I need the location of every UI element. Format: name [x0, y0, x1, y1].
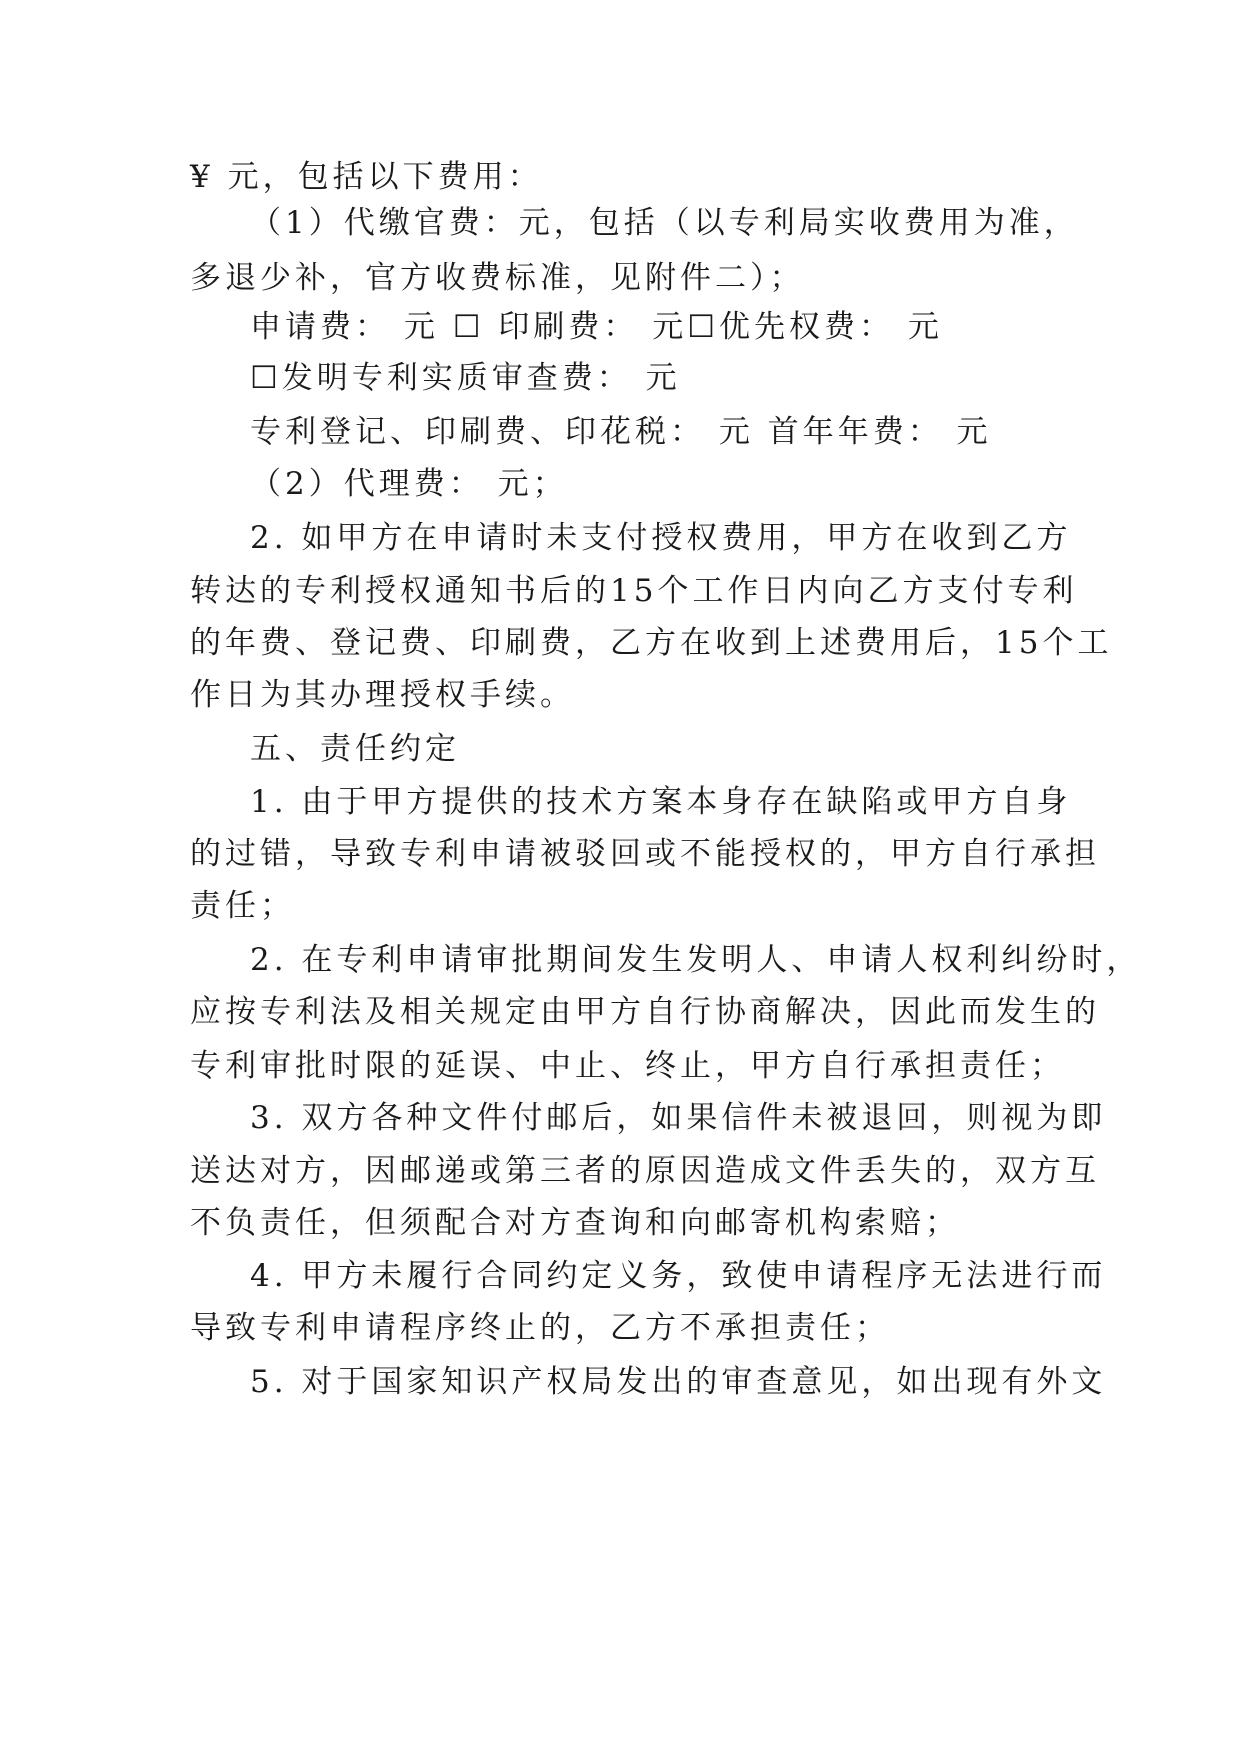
text-line: 专利登记、印刷费、印花税： 元 首年年费： 元	[250, 414, 992, 450]
text-line: 责任；	[190, 888, 295, 924]
text-line: 的过错，导致专利申请被驳回或不能授权的，甲方自行承担	[190, 836, 1100, 872]
text-line: 送达对方，因邮递或第三者的原因造成文件丢失的，双方互	[190, 1153, 1100, 1189]
text-line: ¥ 元，包括以下费用：	[190, 159, 543, 195]
text-line: 2. 在专利申请审批期间发生发明人、申请人权利纠纷时，	[250, 942, 1142, 978]
text-line: 专利审批时限的延误、中止、终止，甲方自行承担责任；	[190, 1048, 1065, 1084]
text-line: （2）代理费： 元；	[250, 466, 568, 502]
text-line: 申请费： 元 ☐ 印刷费： 元☐优先权费： 元	[250, 309, 943, 345]
text-line: 的年费、登记费、印刷费，乙方在收到上述费用后，15个工	[190, 625, 1113, 661]
text-line: ☐发明专利实质审查费： 元	[250, 360, 681, 396]
text-line: 3. 双方各种文件付邮后，如果信件未被退回，则视为即	[250, 1100, 1107, 1136]
text-line: 1. 由于甲方提供的技术方案本身存在缺陷或甲方自身	[250, 784, 1072, 820]
text-line: 2. 如甲方在申请时未支付授权费用，甲方在收到乙方	[250, 520, 1072, 556]
text-line: 不负责任，但须配合对方查询和向邮寄机构索赔；	[190, 1205, 960, 1241]
text-line: 作日为其办理授权手续。	[190, 677, 575, 713]
text-line: 应按专利法及相关规定由甲方自行协商解决，因此而发生的	[190, 994, 1100, 1030]
text-line: （1）代缴官费：元，包括（以专利局实收费用为准，	[250, 205, 1079, 241]
text-line: 5. 对于国家知识产权局发出的审查意见，如出现有外文	[250, 1364, 1107, 1400]
section-heading: 五、责任约定	[250, 731, 460, 767]
text-line: 转达的专利授权通知书后的15个工作日内向乙方支付专利	[190, 573, 1078, 609]
text-line: 导致专利申请程序终止的，乙方不承担责任；	[190, 1310, 890, 1346]
text-line: 4. 甲方未履行合同约定义务，致使申请程序无法进行而	[250, 1258, 1107, 1294]
text-line: 多退少补，官方收费标准，见附件二）；	[190, 260, 805, 296]
